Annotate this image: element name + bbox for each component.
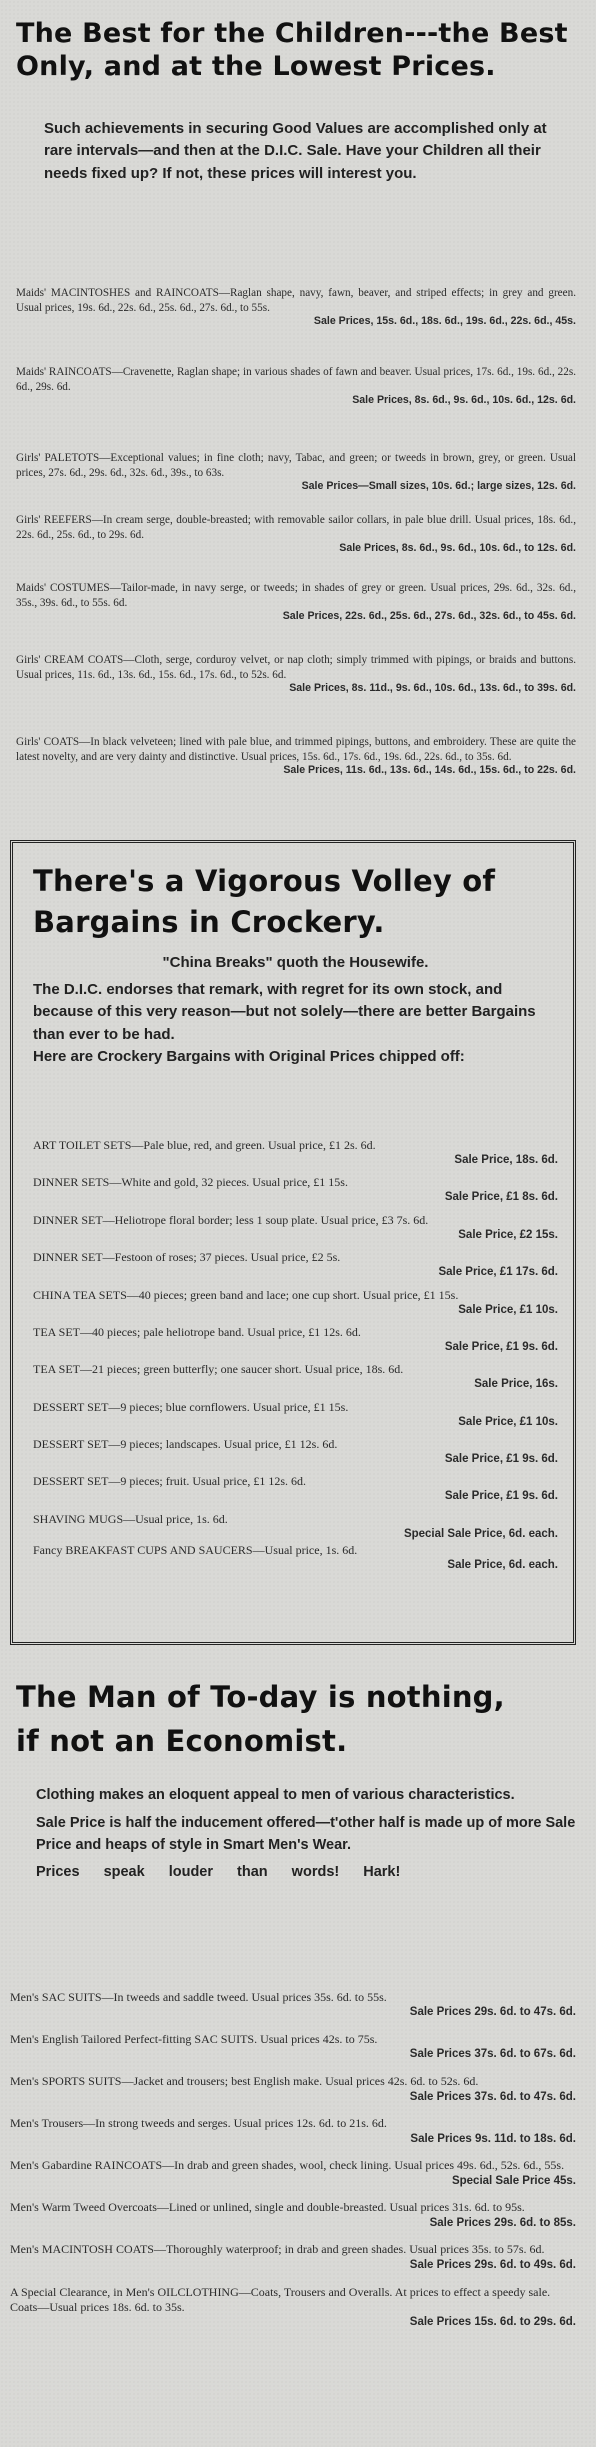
item-sale-price: Sale Prices 15s. 6d. to 29s. 6d. [409, 2316, 576, 2329]
item-sale-price: Sale Price, £1 10s. [458, 1415, 558, 1428]
item-sale-price: Sale Price, £2 15s. [458, 1228, 558, 1241]
item-description: TEA SET—40 pieces; pale heliotrope band. Usual price, £1 12s. 6d. [33, 1324, 361, 1339]
item-sale-price: Sale Prices 29s. 6d. to 85s. [429, 2216, 576, 2229]
crockery-item [33, 1543, 558, 1572]
item-sale-price: Sale Prices 29s. 6d. to 49s. 6d. [409, 2258, 576, 2271]
item-description: Men's Gabardine RAINCOATS—In drab and green shades, wool, check lining. Usual prices 49s. 6d., 52s. 6d., 55s. [10, 2158, 565, 2173]
item-description: Men's SAC SUITS—In tweeds and saddle tweed. Usual prices 35s. 6d. to 55s. [10, 1990, 387, 2004]
item-description: DESSERT SET—9 pieces; blue cornflowers. Usual price, £1 15s. [33, 1399, 349, 1414]
crockery-headline [33, 861, 558, 942]
crockery-item [33, 1474, 558, 1503]
item-sale-price: Sale Prices, 11s. 6d., 13s. 6d., 14s. 6d., 15s. 6d., to 22s. 6d. [283, 764, 576, 777]
item-description: Maids' COSTUMES—Tailor-made, in navy serge, or tweeds; in shades of grey or green. Usual prices, 29s. 6d., 32s. 6d., 35s., 39s. 6d., to 55s. 6d. [16, 582, 576, 609]
children-headline [16, 18, 576, 84]
item-sale-price: Sale Price, 6d. each. [447, 1559, 558, 1572]
item-description: A Special Clearance, in Men's OILCLOTHING—Coats, Trousers and Overalls. At prices to effect a speedy sale. Coats—Usual prices 18s. 6d. to 35s. [10, 2284, 551, 2314]
item-sale-price: Sale Price, 18s. 6d. [454, 1154, 558, 1166]
item-description: Men's MACINTOSH COATS—Thoroughly waterproof; in drab and green shades. Usual prices 35s. to 57s. 6d. [10, 2242, 545, 2257]
mens-item [10, 2158, 576, 2188]
children-item [16, 735, 576, 778]
children-item [16, 365, 576, 451]
item-sale-price: Sale Prices, 15s. 6d., 18s. 6d., 19s. 6d., 22s. 6d., 45s. [313, 315, 576, 328]
item-description: DINNER SET—Festoon of roses; 37 pieces. Usual price, £2 5s. [33, 1250, 341, 1265]
item-sale-price: Sale Prices 9s. 11d. to 18s. 6d. [410, 2132, 576, 2145]
item-description: Girls' PALETOTS—Exceptional values; in fine cloth; navy, Tabac, and green; or tweeds in brown, grey, or green. Usual prices, 27s. 6d., 29s. 6d., 32s. 6d., 39s., to 63s. [16, 452, 576, 479]
item-description: DESSERT SET—9 pieces; landscapes. Usual price, £1 12s. 6d. [33, 1437, 338, 1451]
crockery-item [33, 1250, 558, 1279]
item-sale-price: Sale Price, £1 17s. 6d. [438, 1266, 558, 1279]
item-description: Men's SPORTS SUITS—Jacket and trousers; best English make. Usual prices 42s. 6d. to 52s. 6d. [10, 2074, 479, 2089]
item-sale-price: Sale Prices, 8s. 6d., 9s. 6d., 10s. 6d., to 12s. 6d. [339, 542, 576, 555]
item-description: DESSERT SET—9 pieces; fruit. Usual price, £1 12s. 6d. [33, 1474, 307, 1489]
item-description: Men's English Tailored Perfect-fitting SAC SUITS. Usual prices 42s. to 75s. [10, 2032, 378, 2047]
children-item [16, 653, 576, 735]
item-sale-price: Sale Prices 29s. 6d. to 47s. 6d. [409, 2006, 576, 2019]
item-description: Maids' MACINTOSHES and RAINCOATS—Raglan shape, navy, fawn, beaver, and striped effects; in grey and green. Usual prices, 19s. 6d., 22s. 6d., 25s. 6d., 27s. 6d., to 55s. [16, 287, 576, 314]
item-description: Girls' CREAM COATS—Cloth, serge, corduroy velvet, or nap cloth; simply trimmed with pipings, or braids and buttons. Usual prices, 11s. 6d., 13s. 6d., 15s. 6d., 17s. 6d., to 52s. 6d. [16, 654, 576, 681]
item-sale-price: Sale Price, £1 9s. 6d. [444, 1453, 558, 1465]
children-section [16, 18, 576, 777]
item-description: DINNER SETS—White and gold, 32 pieces. Usual price, £1 15s. [33, 1175, 348, 1190]
crockery-item [33, 1325, 558, 1354]
mens-item [10, 2200, 576, 2230]
crockery-item [33, 1213, 558, 1242]
mens-item [10, 2032, 576, 2062]
crockery-quote: "China Breaks" quoth the Housewife. [162, 954, 429, 972]
item-description: Men's Warm Tweed Overcoats—Lined or unlined, single and double-breasted. Usual prices 31s. 6d. to 95s. [10, 2200, 525, 2215]
children-headline-line2: Only, and at the Lowest Prices. [16, 50, 496, 82]
item-sale-price: Sale Price, £1 10s. [458, 1303, 558, 1316]
item-description: DINNER SET—Heliotrope floral border; less 1 soup plate. Usual price, £3 7s. 6d. [33, 1212, 429, 1227]
crockery-item [33, 1175, 558, 1204]
children-item [16, 513, 576, 581]
item-sale-price: Sale Prices 37s. 6d. to 47s. 6d. [409, 2090, 576, 2103]
mens-headline-line1: The Man of To-day is nothing, [16, 1680, 505, 1714]
item-description: Girls' COATS—In black velveteen; lined with pale blue, and trimmed pipings, buttons, and embroidery. These are quite the latest novelty, and are very dainty and distinctive. Usual prices, 15s. 6d., 17s. 6d., 19s. 6d., 22s. 6d., to 35s. 6d. [16, 736, 576, 763]
item-sale-price: Sale Price, £1 8s. 6d. [444, 1191, 558, 1204]
crockery-item [33, 1400, 558, 1429]
crockery-lead: Here are Crockery Bargains with Original Prices chipped off: [33, 1048, 465, 1066]
children-headline-line1: The Best for the Children---the Best [16, 18, 568, 49]
mens-section [16, 1676, 576, 1884]
item-sale-price: Sale Prices—Small sizes, 10s. 6d.; large sizes, 12s. 6d. [301, 480, 576, 493]
crockery-item [33, 1288, 558, 1317]
item-sale-price: Sale Prices, 22s. 6d., 25s. 6d., 27s. 6d., 32s. 6d., to 45s. 6d. [282, 610, 576, 623]
item-sale-price: Sale Price, £1 9s. 6d. [444, 1340, 558, 1353]
item-description: Girls' REEFERS—In cream serge, double-breasted; with removable sailor collars, in pale blue drill. Usual prices, 18s. 6d., 22s. 6d., 25s. 6d., to 29s. 6d. [16, 514, 576, 541]
item-sale-price: Sale Price, £1 9s. 6d. [444, 1490, 558, 1503]
item-description: Fancy BREAKFAST CUPS AND SAUCERS—Usual price, 1s. 6d. [33, 1543, 358, 1558]
item-sale-price: Special Sale Price, 6d. each. [403, 1527, 558, 1540]
crockery-headline-line1: There's a Vigorous Volley of [33, 864, 496, 898]
mens-headline-line2: if not an Economist. [16, 1723, 348, 1758]
mens-item [10, 2242, 576, 2272]
mens-intro2: Sale Price is half the inducement offered—t'other half is made up of more Sale Price and heaps of style in Smart Men's Wear. [36, 1814, 576, 1853]
mens-lead: Prices speak louder than words! Hark! [36, 1864, 401, 1881]
mens-intro: Clothing makes an eloquent appeal to men of various characteristics. [36, 1787, 515, 1803]
children-intro: Such achievements in securing Good Values are accomplished only at rare intervals—and then at the D.I.C. Sale. Have your Children all their needs fixed up? If not, these prices will interest you. [44, 119, 547, 182]
children-item [16, 451, 576, 513]
item-description: ART TOILET SETS—Pale blue, red, and green. Usual price, £1 2s. 6d. [33, 1138, 376, 1152]
mens-items [10, 1990, 576, 2330]
crockery-box [10, 840, 576, 1645]
item-sale-price: Sale Prices 37s. 6d. to 67s. 6d. [409, 2048, 576, 2061]
item-description: TEA SET—21 pieces; green butterfly; one saucer short. Usual price, 18s. 6d. [33, 1362, 404, 1377]
children-item [16, 286, 576, 365]
crockery-items [33, 1138, 558, 1573]
crockery-item [33, 1512, 558, 1541]
mens-item [10, 1990, 576, 2020]
crockery-intro: The D.I.C. endorses that remark, with regret for its own stock, and because of this very reason—but not solely—there are better Bargains than ever to be had. [33, 980, 536, 1043]
mens-item [10, 2074, 576, 2104]
mens-item [10, 2116, 576, 2146]
item-description: Maids' RAINCOATS—Cravenette, Raglan shape; in various shades of fawn and beaver. Usual prices, 17s. 6d., 19s. 6d., 22s. 6d., 29s. 6d. [16, 366, 576, 393]
crockery-item [33, 1138, 558, 1167]
item-description: CHINA TEA SETS—40 pieces; green band and lace; one cup short. Usual price, £1 15s. [33, 1287, 459, 1302]
item-sale-price: Sale Prices, 8s. 11d., 9s. 6d., 10s. 6d., 13s. 6d., to 39s. 6d. [289, 682, 576, 695]
item-description: SHAVING MUGS—Usual price, 1s. 6d. [33, 1511, 228, 1526]
children-item [16, 581, 576, 653]
crockery-item [33, 1437, 558, 1466]
mens-headline [16, 1676, 576, 1763]
crockery-headline-line2: Bargains in Crockery. [33, 904, 385, 939]
item-sale-price: Sale Prices, 8s. 6d., 9s. 6d., 10s. 6d., 12s. 6d. [352, 394, 576, 407]
children-items [16, 286, 576, 778]
item-sale-price: Special Sale Price 45s. [451, 2174, 576, 2187]
crockery-item [33, 1362, 558, 1391]
item-description: Men's Trousers—In strong tweeds and serges. Usual prices 12s. 6d. to 21s. 6d. [10, 2116, 387, 2131]
mens-item [10, 2285, 576, 2330]
item-sale-price: Sale Price, 16s. [474, 1378, 558, 1391]
